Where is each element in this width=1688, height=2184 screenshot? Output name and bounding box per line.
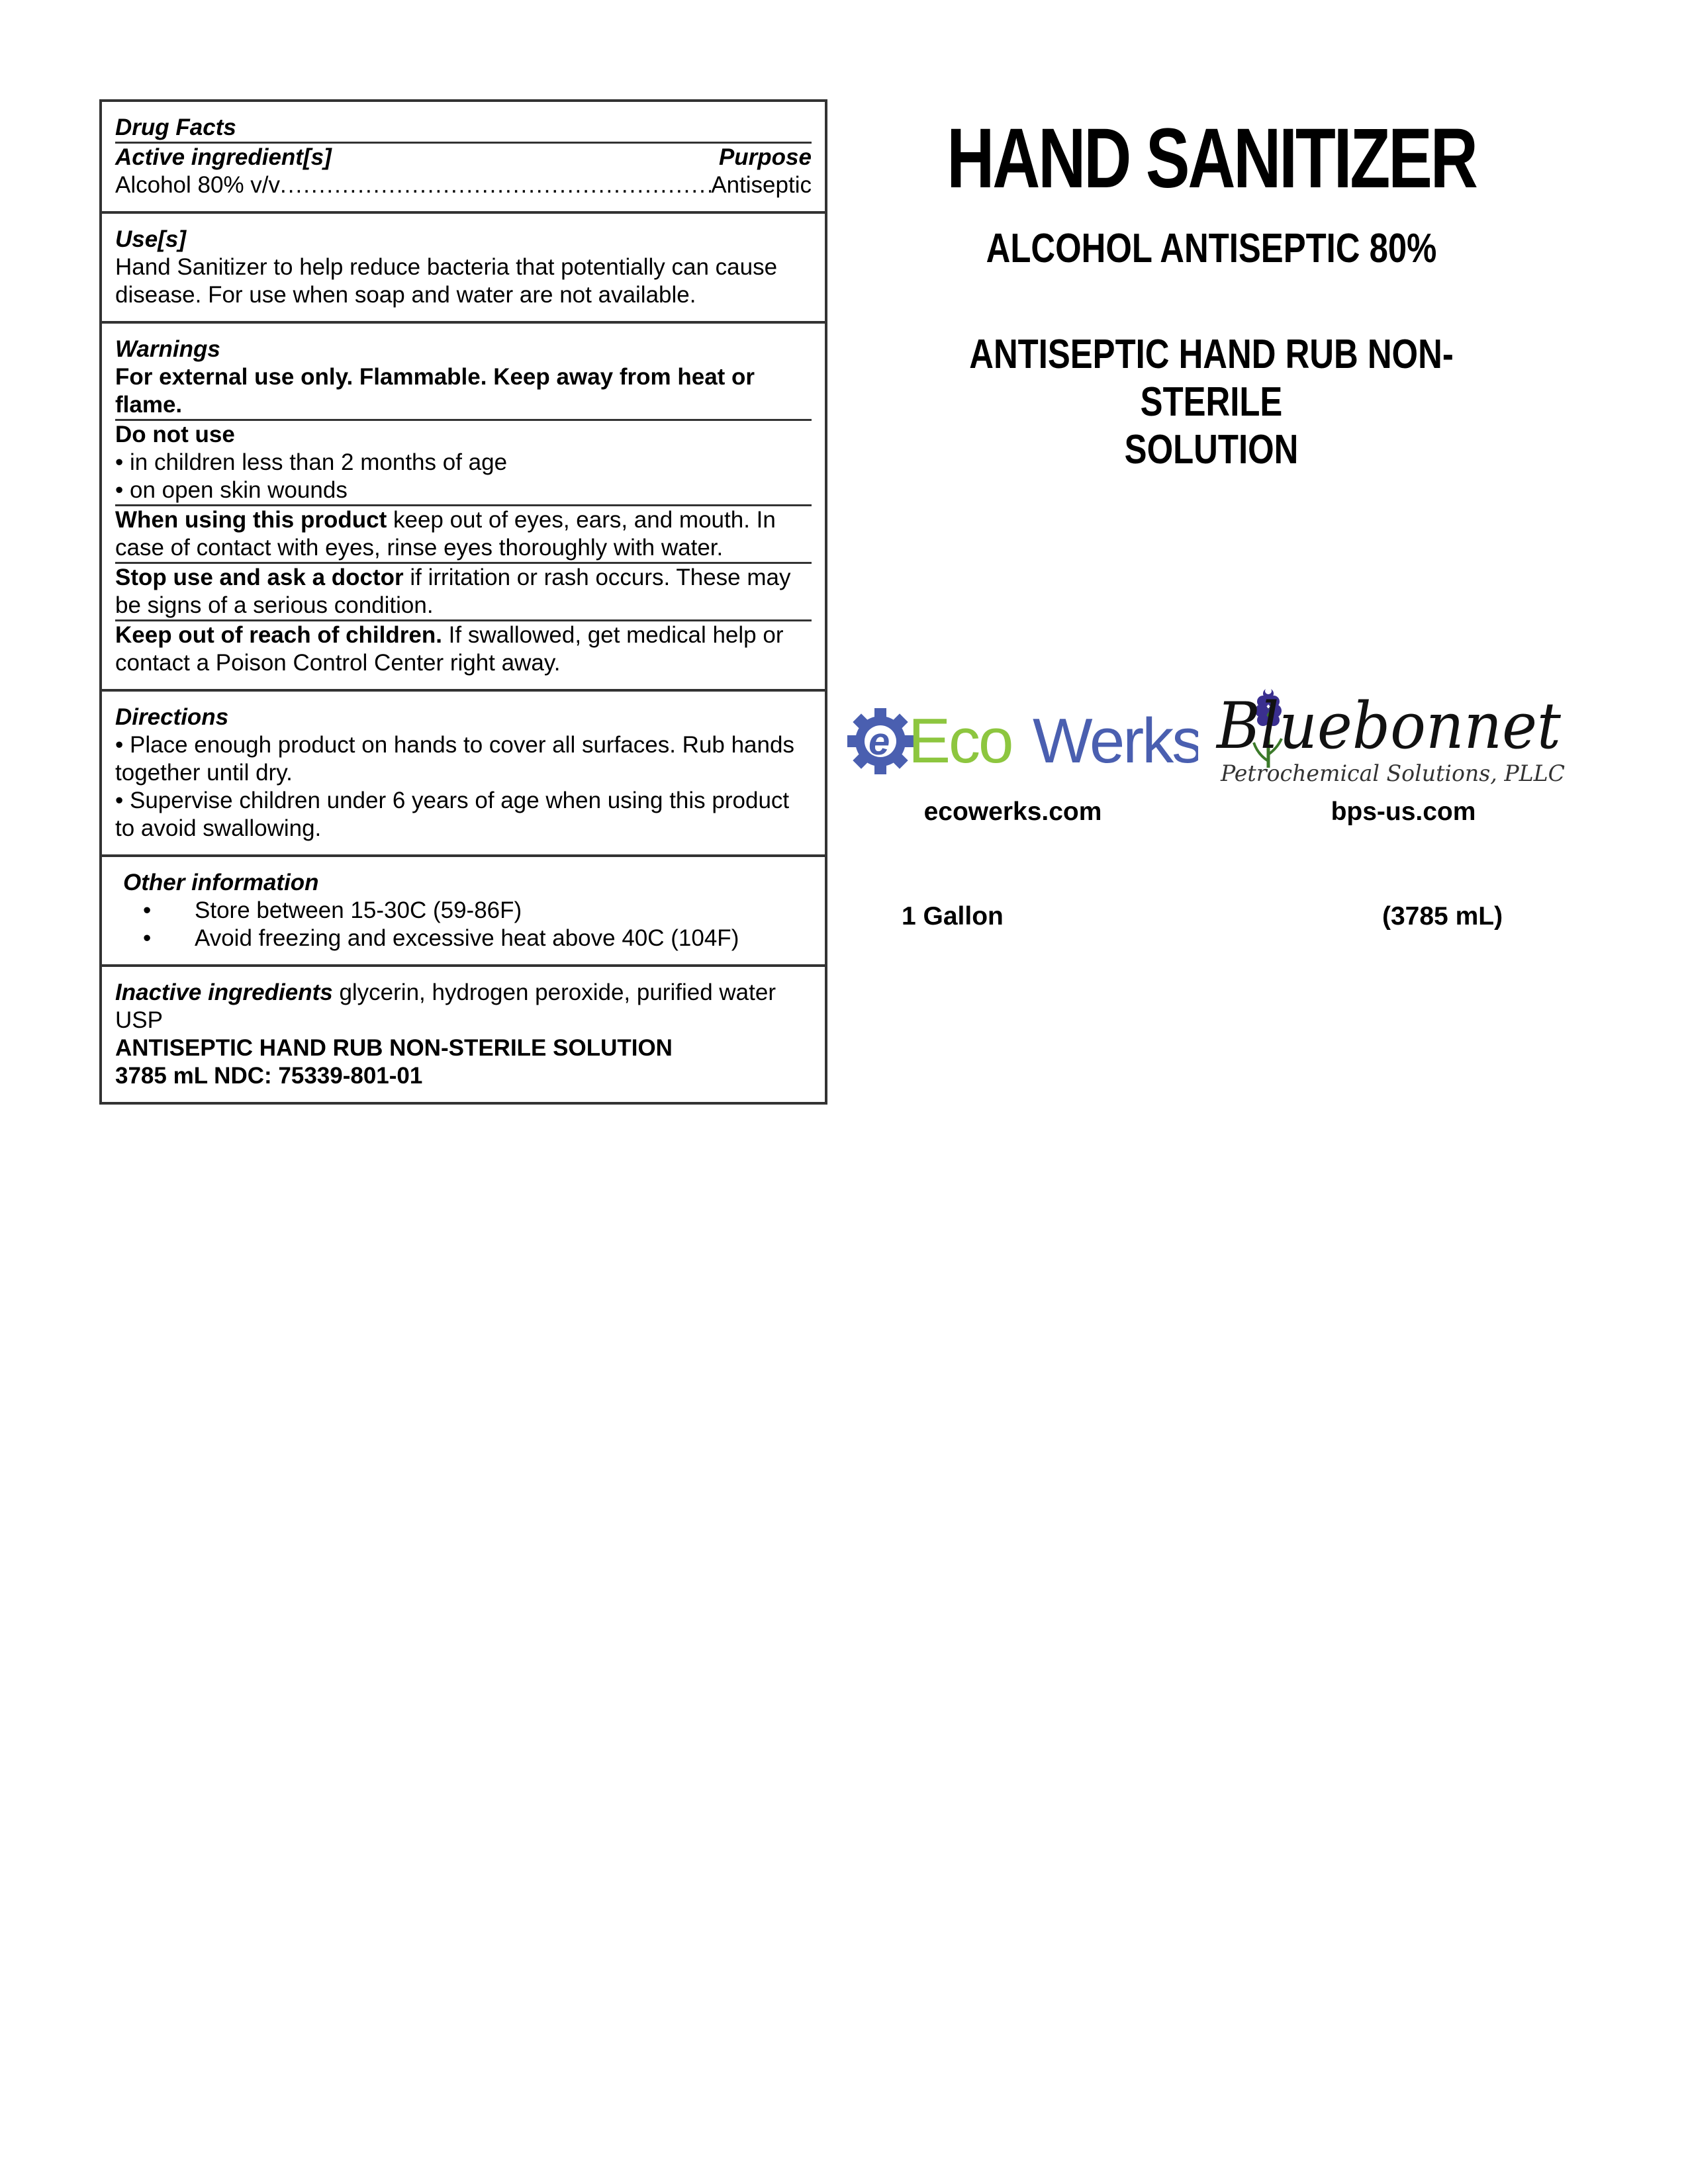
other-information-title: Other information (123, 870, 319, 895)
active-header-row (115, 144, 812, 171)
ecowerks-e: e (868, 720, 890, 763)
solution-line-2: SOLUTION (1124, 427, 1299, 473)
active-ingredient-purpose: Antiseptic (711, 172, 812, 198)
active-ingredient-row (115, 171, 812, 199)
do-not-use-title: Do not use (115, 422, 235, 447)
uses-section (102, 214, 825, 324)
warnings-title: Warnings (115, 336, 220, 362)
active-ingredient-label: Active ingredient[s] (115, 144, 332, 170)
ecowerks-logo (841, 702, 1198, 781)
uses-title: Use[s] (115, 226, 186, 252)
other-information-list (115, 897, 812, 952)
inactive-ingredients-text: glycerin, hydrogen peroxide, purified water USP (115, 979, 776, 1033)
when-using-title: When using this product (115, 507, 387, 533)
bluebonnet-name: Bluebonnet (1215, 689, 1562, 763)
solution-line: ANTISEPTIC HAND RUB NON-STERILE SOLUTION (115, 1035, 673, 1061)
stop-use-block (115, 564, 812, 621)
dot-leader (280, 171, 711, 199)
bluebonnet-logo-art (1211, 682, 1575, 794)
product-subtitle: ALCOHOL ANTISEPTIC 80% (986, 226, 1437, 271)
ecowerks-eco: Eco (908, 705, 1012, 776)
drug-facts-header: Drug Facts (115, 114, 812, 144)
product-solution-description (913, 331, 1510, 474)
warnings-external-use: For external use only. Flammable. Keep away from heat or flame. (115, 363, 812, 421)
do-not-use-item: • on open skin wounds (115, 477, 348, 503)
stop-use-text: if irritation or rash occurs. These may be signs of a serious condition. (115, 565, 791, 618)
ecowerks-gear-icon (841, 702, 1198, 781)
ecowerks-werks: Werks (1033, 705, 1198, 776)
bluebonnet-subtitle: Petrochemical Solutions, PLLC (1220, 760, 1565, 787)
inactive-ingredients-title: Inactive ingredients (115, 979, 333, 1005)
other-information-item: • Avoid freezing and excessive heat above 40C (104F) (195, 925, 812, 952)
stop-use-title: Stop use and ask a doctor (115, 565, 404, 590)
keep-out-block (115, 621, 812, 677)
solution-line-1: ANTISEPTIC HAND RUB NON-STERILE (969, 332, 1454, 425)
drug-facts-panel (99, 99, 827, 1105)
active-ingredient-name: Alcohol 80% v/v (115, 172, 281, 198)
other-information-item: • Store between 15-30C (59-86F) (195, 897, 812, 925)
bluebonnet-url[interactable]: bps-us.com (1331, 797, 1476, 826)
directions-title: Directions (115, 704, 229, 730)
directions-section (102, 692, 825, 857)
inactive-ingredients-block (115, 979, 812, 1034)
purpose-label: Purpose (718, 144, 812, 170)
do-not-use-block (115, 421, 812, 506)
directions-item: • Place enough product on hands to cover all surfaces. Rub hands together until dry. (115, 732, 794, 786)
when-using-block (115, 506, 812, 564)
other-information-section (102, 857, 825, 967)
warnings-section (102, 324, 825, 692)
volume-gallon: 1 Gallon (902, 902, 1004, 931)
ecowerks-url[interactable]: ecowerks.com (923, 797, 1102, 826)
when-using-text: keep out of eyes, ears, and mouth. In case of contact with eyes, rinse eyes thoroughly with water. (115, 507, 776, 561)
keep-out-title: Keep out of reach of children. (115, 622, 442, 648)
inactive-ingredients-section (102, 967, 825, 1102)
volume-ml: (3785 mL) (1382, 902, 1503, 931)
directions-item: • Supervise children under 6 years of age when using this product to avoid swallowing. (115, 788, 790, 841)
do-not-use-item: • in children less than 2 months of age (115, 449, 508, 475)
active-ingredients-section (102, 102, 825, 214)
bluebonnet-logo (1211, 682, 1575, 794)
uses-text: Hand Sanitizer to help reduce bacteria that potentially can cause disease. For use when soap and water are not available. (115, 254, 778, 308)
keep-out-text: If swallowed, get medical help or contact a Poison Control Center right away. (115, 622, 784, 676)
product-title: HAND SANITIZER (947, 111, 1476, 206)
ndc-line: 3785 mL NDC: 75339-801-01 (115, 1063, 423, 1089)
